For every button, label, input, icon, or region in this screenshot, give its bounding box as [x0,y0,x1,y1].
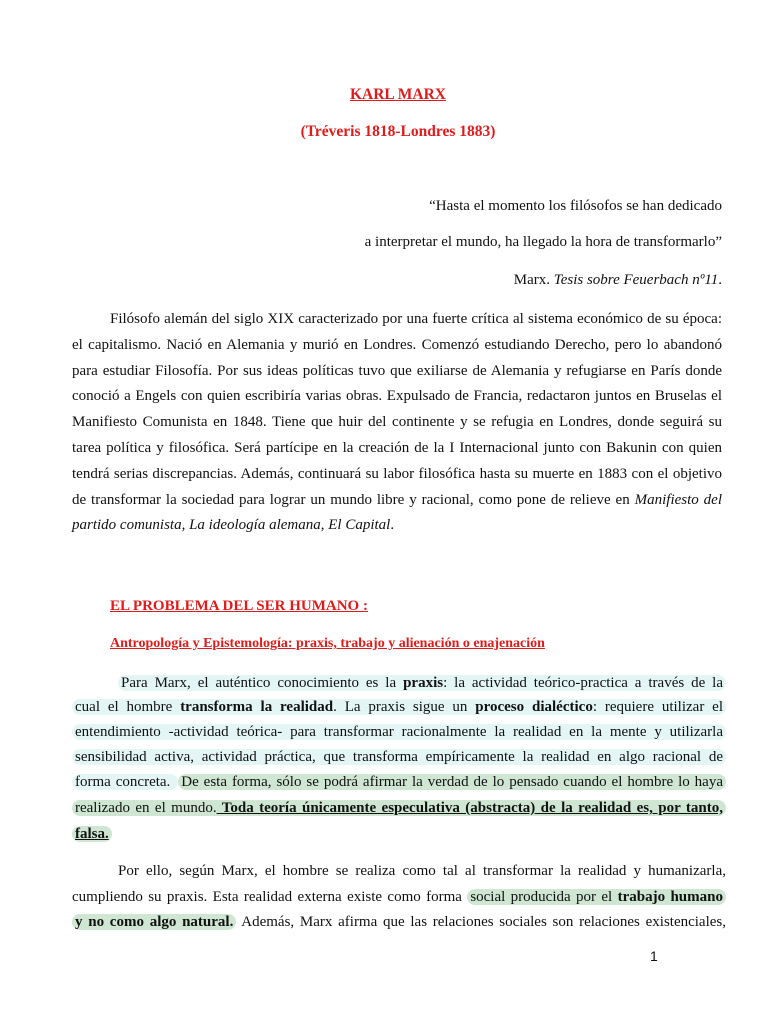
highlight: sensibilidad activa, actividad práctica, que transforma empíricamente la realidad en algo racional de [72,749,726,765]
document-title: KARL MARX [349,86,446,103]
highlight-strong [72,800,726,816]
praxis-line-2 [72,696,726,718]
highlight-strong: De esta forma, sólo se podrá afirmar la verdad de lo pensado cuando el hombre lo haya [178,774,726,790]
work-line-3 [72,911,726,933]
intro-text: Filósofo alemán del siglo XIX caracterizado por una fuerte crítica al sistema económico de su época: el capitalismo. Nació en Alemania y murió en Londres. Comenzó estudiando Derecho, pero lo abandonó para estudiar Filosofía. Por sus ideas políticas tuvo que exiliarse de Alemania y refugiarse en París donde conoció a Engels con quien escribiría varias obras. Expulsado de Francia, redactaron juntos en Bruselas el Manifiesto Comunista en 1848. Tiene que huir del continente y se refugia en Londres, donde seguirá su tarea política y filosófica. Será partícipe en la creación de la I Internacional junto con Bakunin con quien tendrá serias discrepancias. Además, continuará su labor filosófica hasta su muerte en 1883 con el objetivo de transformar la sociedad para lograr un mundo libre y racional, como pone de relieve en [72,311,722,508]
attribution-work: Tesis sobre Feuerbach nº11 [553,272,719,288]
highlight [72,699,726,715]
work-line-1: Por ello, según Marx, el hombre se realiza como tal al transformar la realidad y humanizarla, [118,863,726,879]
intro-separator: , [320,517,329,534]
bold-term: praxis [403,675,444,691]
text-run: realizado en el mundo. [75,800,217,816]
highlight: entendimiento -actividad teórica- para transformar racionalmente la realidad en la mente y utilizarla [72,724,726,740]
page-number: 1 [650,948,658,964]
highlight [118,675,726,691]
intro-work-1: Manifiesto del partido comunista [72,491,722,534]
praxis-line-3 [72,721,726,743]
intro-separator: , [181,517,190,534]
subsection-heading: Antropología y Epistemología: praxis, trabajo y alienación o enajenación [110,636,545,651]
text-run: : la actividad teórico-practica a través de la [443,675,723,691]
bold-term: proceso dialéctico [475,699,593,715]
text-run: Para Marx, el auténtico conocimiento es la [121,675,404,691]
intro-work-2: La ideología alemana [189,517,321,534]
bold-term: transforma la realidad [180,699,334,715]
praxis-line-1 [118,672,726,694]
intro-work-3: El Capital [328,517,391,534]
attribution-author: Marx. [513,272,554,288]
text-run: cumpliendo su praxis. Esta realidad externa existe como forma [72,889,468,905]
emphasis-run: Toda teoría únicamente especulativa (abstracta) de la realidad es, por tanto, [216,800,723,816]
text-run: : requiere utilizar el [592,699,723,715]
section-heading: EL PROBLEMA DEL SER HUMANO : [110,598,368,614]
work-line-2 [72,886,726,908]
epigraph-line-2: a interpretar el mundo, ha llegado la hora de transformarlo” [364,234,722,250]
praxis-line-7 [72,823,726,845]
epigraph-attribution [514,272,722,289]
text-run: Además, Marx afirma que las relaciones sociales son relaciones existenciales, [236,914,727,930]
text-run: social producida por el [470,889,618,905]
document-subtitle: (Tréveris 1818-Londres 1883) [300,123,496,140]
praxis-line-4 [72,746,726,768]
highlight: forma concreta. [72,774,178,790]
text-run: cual el hombre [75,699,181,715]
epigraph-line-1: “Hasta el momento los filósofos se han dedicado [429,198,722,214]
praxis-line-6 [72,797,726,819]
text-run: . La praxis sigue un [333,699,476,715]
highlight-strong: falsa. [72,826,112,842]
intro-paragraph [72,307,722,539]
attribution-end: . [718,272,722,288]
highlight-strong [467,889,726,905]
praxis-line-5 [72,771,726,793]
bold-term: trabajo humano [617,889,723,905]
highlight-strong: y no como algo natural. [72,914,236,930]
intro-end: . [390,517,395,534]
